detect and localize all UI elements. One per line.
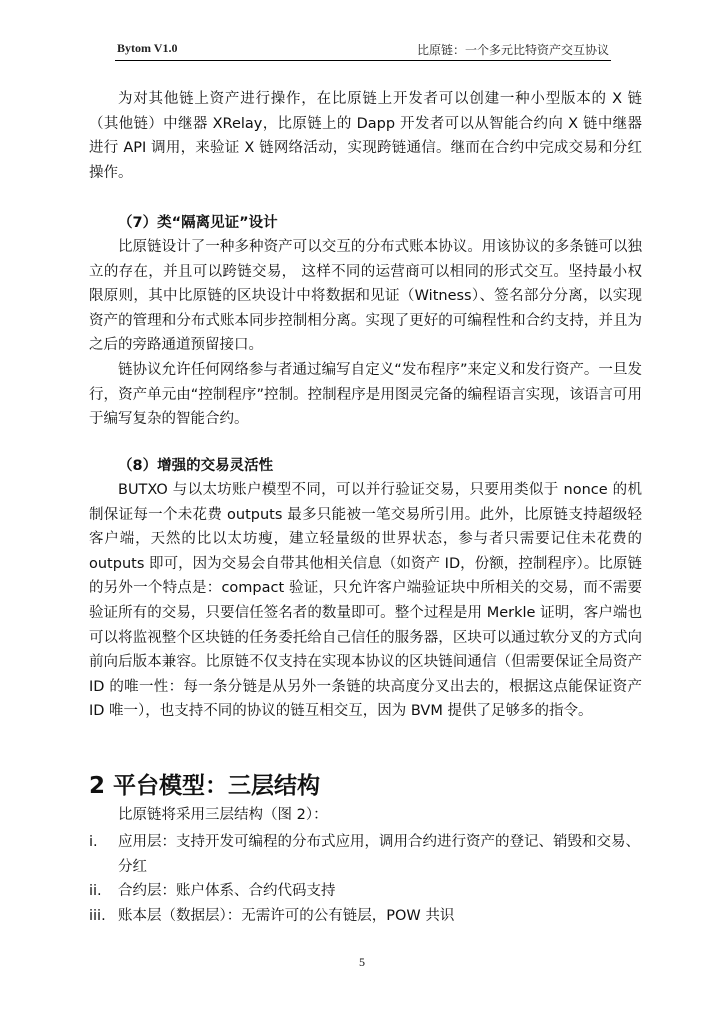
list-item-text: 账本层（数据层）：无需许可的公有链层，POW 共识 bbox=[118, 907, 455, 924]
list-item-text: 合约层：账户体系、合约代码支持 bbox=[118, 883, 336, 900]
section-8-title: （8）增强的交易灵活性 bbox=[118, 458, 274, 474]
chapter-2-intro: 比原链将采用三层结构（图 2）： bbox=[118, 807, 328, 823]
list-marker: iii. bbox=[89, 907, 106, 924]
list-marker: ii. bbox=[89, 883, 102, 900]
page-number: 5 bbox=[359, 955, 365, 969]
list-item-text: 应用层：支持开发可编程的分布式应用，调用合约进行资产的登记、销毁和交易、分红 bbox=[118, 834, 640, 875]
chapter-2-heading: 2 平台模型：三层结构 bbox=[89, 773, 321, 799]
paragraph-text: 为对其他链上资产进行操作，在比原链上开发者可以创建一种小型版本的 X 链（其他链）中继器 XRelay，比原链上的 Dapp 开发者可以从智能合约向 X 链中继器进行 API 调用，来验证 X 链网络活动，实现跨链通信。继而在合约中完成交易和分红操作。 bbox=[89, 91, 642, 181]
header-title: 比原链：一个多元比特资产交互协议 bbox=[416, 43, 609, 57]
page-header bbox=[115, 40, 611, 61]
header-version: Bytom V1.0 bbox=[117, 41, 178, 55]
paragraph-relay bbox=[89, 87, 642, 185]
section-8-paragraph-1: BUTXO 与以太坊账户模型不同，可以并行验证交易，只要用类似于 nonce 的机制保证每一个未花费 outputs 最多只能被一笔交易所引用。此外，比原链支持超级轻客户端，天然的比以太坊瘦，建立轻量级的世界状态，参与者只需要记住未花费的 outputs 即可，因为交易会自带其他相关信息（如资产 ID，份额，控制程序）。比原链的另外一个特点是：compact 验证，只允许客户端验证块中所相关的交易，而不需要验证所有的交易，只要信任签名者的数量即可。整个过程是用 Merkle 证明，客户端也可以将监视整个区块链的任务委托给自己信任的服务器，区块可以通过软分叉的方式向前向后版本兼容。比原链不仅支持在实现本协议的区块链间通信（但需要保证全局资产 ID 的唯一性：每一条分链是从另外一条链的块高度分叉出去的，根据这点能保证资产 ID 唯一），也支持不同的协议的链互相交互，因为 BVM 提供了足够多的指令。 bbox=[89, 482, 642, 720]
section-7-title: （7）类“隔离见证”设计 bbox=[118, 215, 278, 231]
section-8-body bbox=[89, 478, 642, 724]
list-marker: i. bbox=[89, 834, 98, 850]
list-item bbox=[89, 830, 642, 879]
list-item bbox=[89, 904, 642, 929]
layer-list bbox=[89, 830, 642, 928]
section-7-paragraph-2: 链协议允许任何网络参与者通过编写自定义“发布程序”来定义和发行资产。一旦发行，资产单元由“控制程序”控制。控制程序是用图灵完备的编程语言实现，该语言可用于编写复杂的智能合约。 bbox=[89, 361, 642, 428]
section-7-paragraph-1: 比原链设计了一种多种资产可以交互的分布式账本协议。用该协议的多条链可以独立的存在，并且可以跨链交易， 这样不同的运营商可以相同的形式交互。坚持最小权限原则，其中比原链的区块设计中将数据和见证（Witness）、签名部分分离，以实现资产的管理和分布式账本同步控制相分离。实现了更好的可编程性和合约支持，并且为之后的旁路通道预留接口。 bbox=[89, 239, 642, 354]
section-7-body bbox=[89, 235, 642, 432]
list-item bbox=[89, 879, 642, 904]
